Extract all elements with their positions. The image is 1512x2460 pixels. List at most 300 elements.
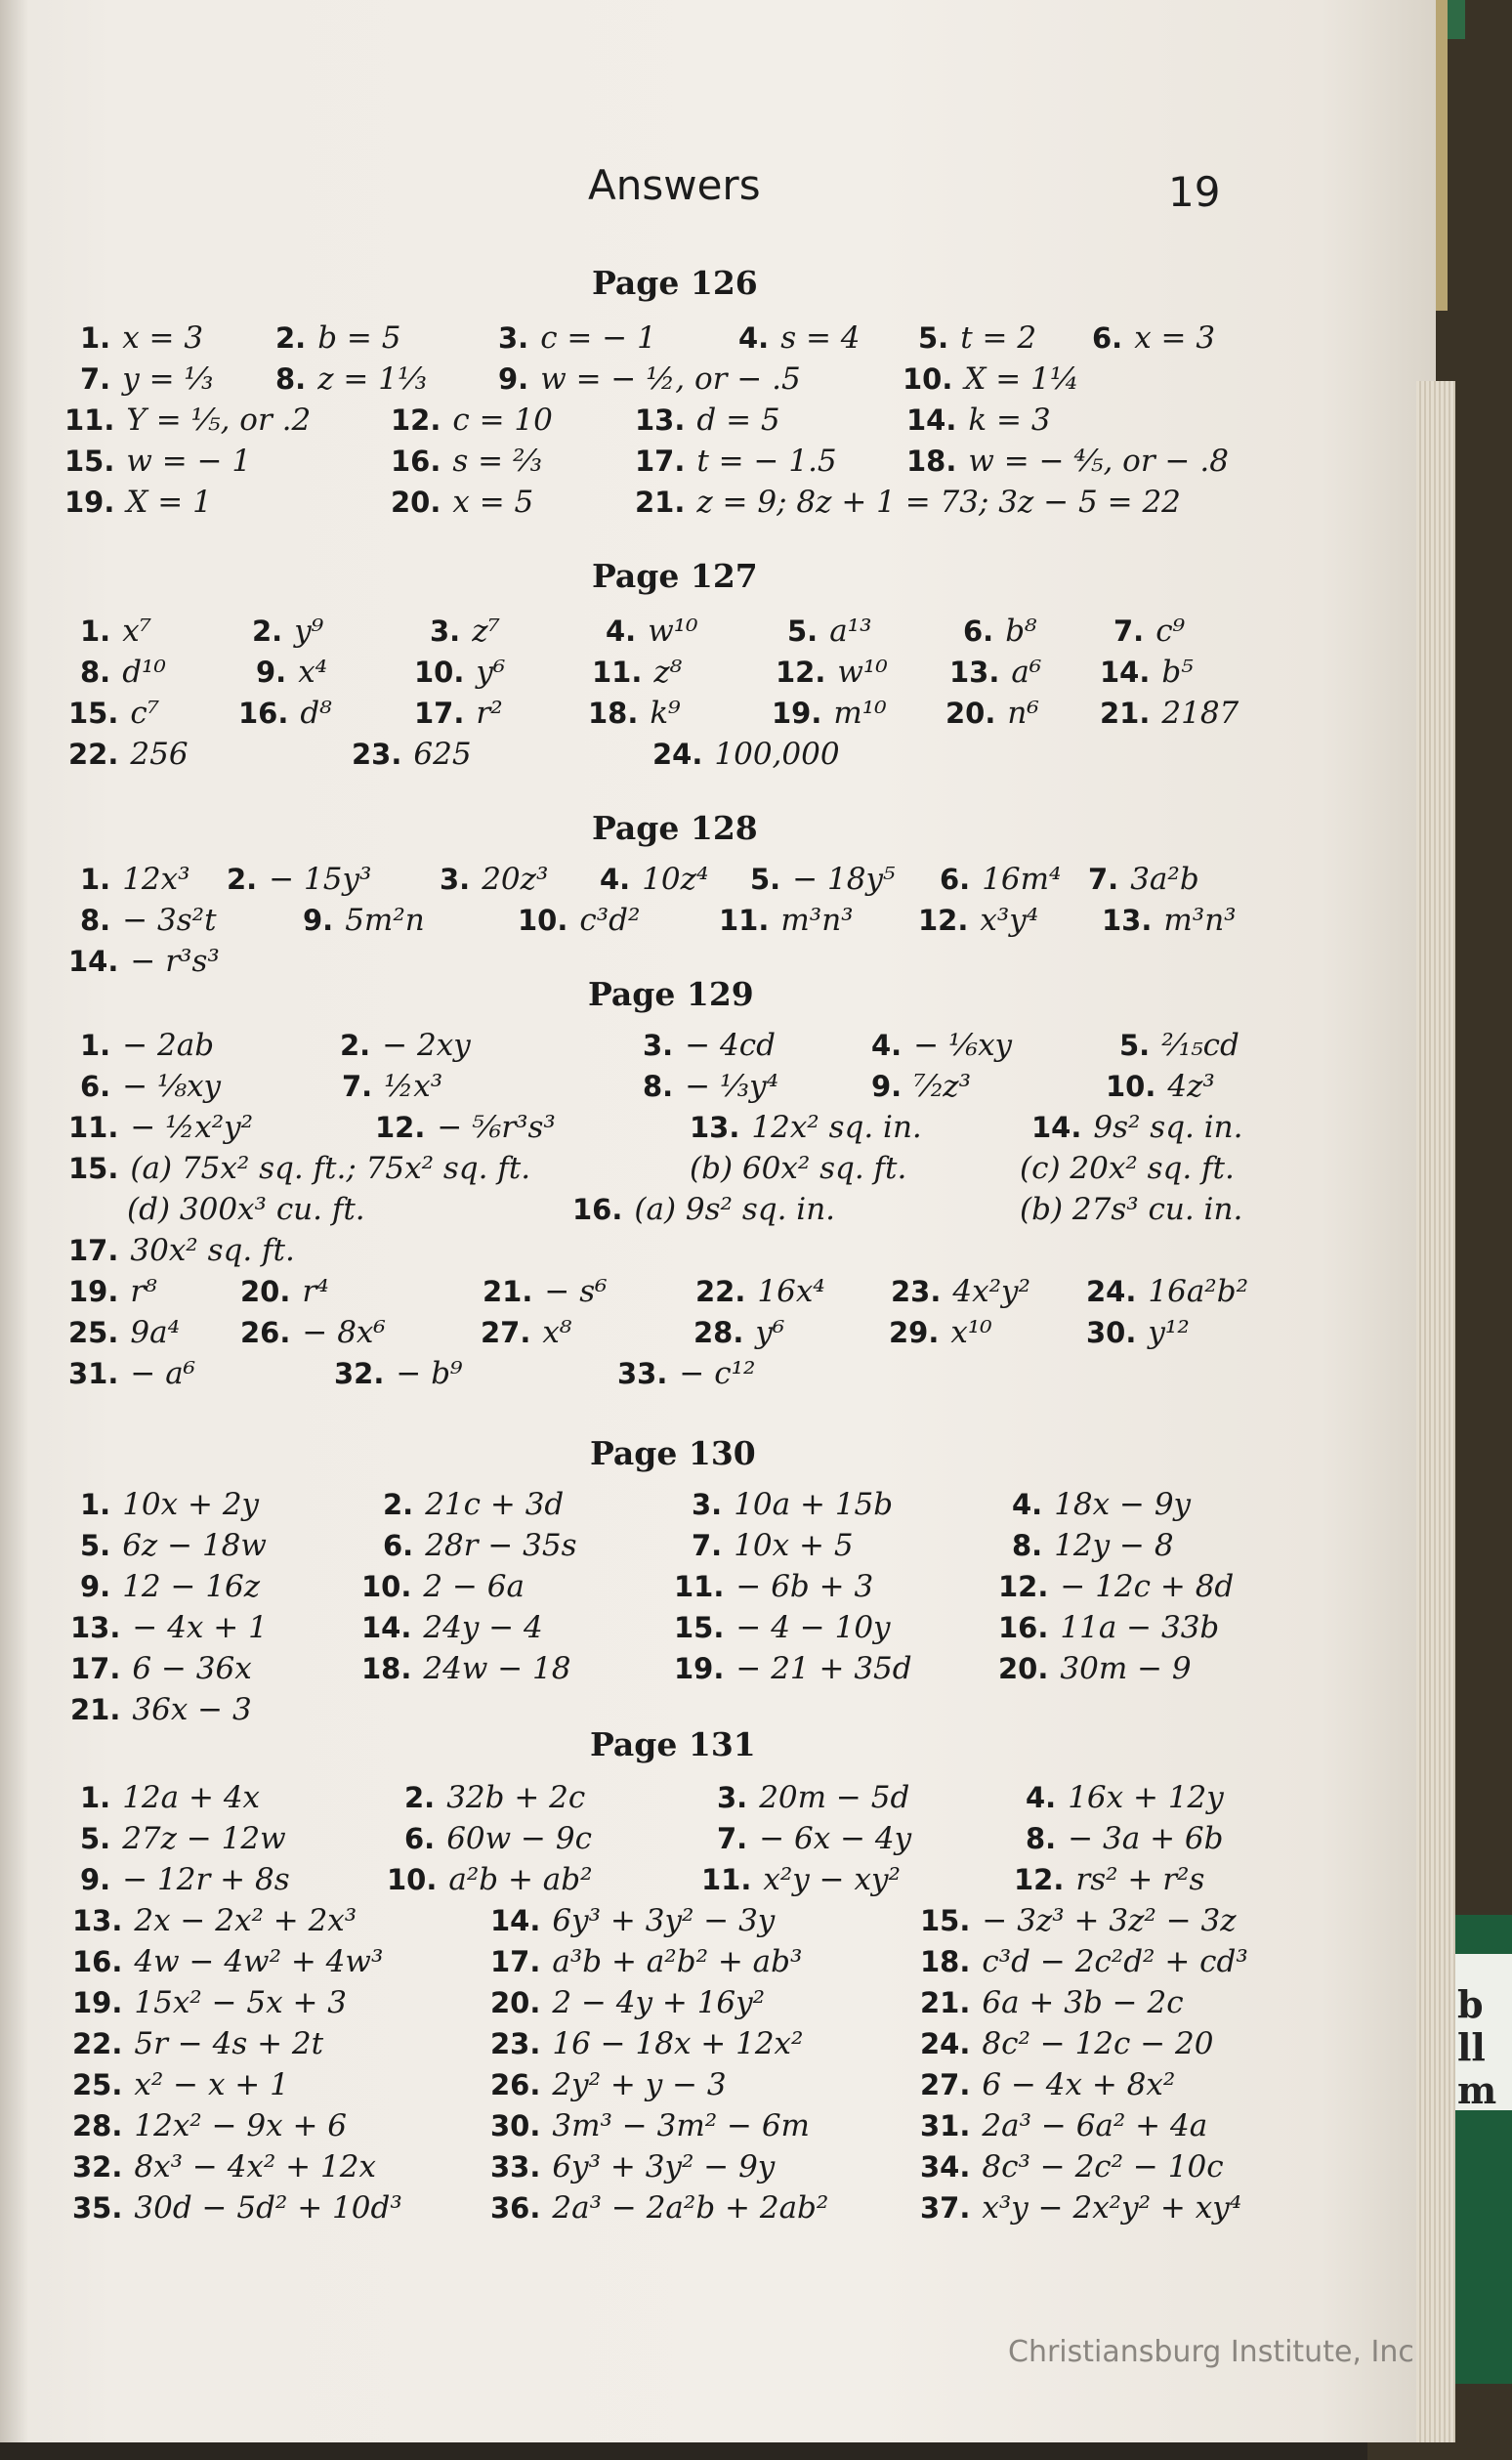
answer-item (490, 1903, 775, 1938)
answer-item (80, 1780, 260, 1815)
answer-item (695, 1274, 825, 1309)
answer-item (643, 1028, 776, 1063)
answer-value: x²y − xy² (763, 1862, 901, 1897)
answer-item (334, 1356, 462, 1391)
answer-item (1020, 1151, 1235, 1186)
answer-value: 9s² sq. in. (1093, 1110, 1243, 1145)
answer-number: 9. (80, 1863, 111, 1896)
answer-item (717, 1780, 909, 1815)
answer-number: 3. (430, 615, 461, 648)
answer-number: 1. (80, 1781, 111, 1814)
answer-number: 10. (414, 656, 465, 689)
answer-number: 10. (518, 904, 568, 937)
answer-number: 24. (920, 2027, 971, 2060)
answer-item (383, 1528, 577, 1563)
answer-item (70, 1651, 252, 1686)
answer-value: (d) 300x³ cu. ft. (127, 1192, 365, 1227)
answer-value: 16a²b² (1148, 1274, 1249, 1309)
answer-number: 22. (695, 1275, 746, 1308)
answer-item (1100, 696, 1239, 731)
answer-item (588, 696, 681, 731)
answer-item (72, 2108, 347, 2143)
answer-number: 27. (481, 1316, 531, 1349)
answer-value: x = 5 (452, 485, 534, 520)
answer-value: d = 5 (696, 403, 780, 438)
answer-item (1026, 1780, 1224, 1815)
answer-item (717, 1821, 911, 1856)
answer-item (490, 2190, 828, 2226)
answer-number: 19. (72, 1986, 123, 2019)
answer-value: k⁹ (650, 696, 681, 731)
answer-value: c⁹ (1155, 614, 1185, 649)
answer-number: 14. (68, 945, 119, 978)
answer-value: − ⅛xy (122, 1069, 222, 1104)
answer-value: 12y − 8 (1054, 1528, 1174, 1563)
answer-item (1106, 1069, 1215, 1104)
answer-number: 17. (70, 1652, 121, 1685)
answer-item (998, 1651, 1192, 1686)
answer-value: 4z³ (1167, 1069, 1215, 1104)
answer-item (72, 1944, 383, 1979)
answer-value: y⁶ (755, 1315, 785, 1350)
answer-item (606, 614, 698, 649)
answer-item (998, 1569, 1234, 1604)
answer-item (692, 1487, 893, 1522)
answer-item (275, 361, 427, 397)
answer-item (674, 1651, 912, 1686)
answer-number: 8. (1012, 1529, 1043, 1562)
answer-item (387, 1862, 593, 1897)
answer-value: 11a − 33b (1060, 1610, 1220, 1645)
answer-value: w = − 1 (126, 444, 252, 479)
answer-value: y⁹ (294, 614, 324, 649)
answer-item (920, 2149, 1224, 2184)
answer-item (440, 862, 548, 897)
answer-value: (b) 27s³ cu. in. (1020, 1192, 1243, 1227)
answer-number: 11. (592, 656, 643, 689)
answer-item (1086, 1274, 1248, 1309)
answer-number: 9. (256, 656, 287, 689)
answer-item (430, 614, 500, 649)
answer-number: 35. (72, 2191, 123, 2225)
answer-value: − 4 − 10y (735, 1610, 891, 1645)
answer-item (72, 2067, 289, 2102)
answer-value: a⁶ (1011, 655, 1042, 690)
answer-value: − 18y⁵ (792, 862, 896, 897)
answer-value: 625 (413, 737, 472, 772)
answer-number: 30. (490, 2109, 541, 2142)
answer-number: 9. (80, 1570, 111, 1603)
answer-value: Y = ⅕, or .2 (126, 403, 312, 438)
answer-number: 15. (68, 697, 119, 730)
answer-item (719, 903, 854, 938)
answer-value: − 12c + 8d (1060, 1569, 1235, 1604)
answer-item (963, 614, 1036, 649)
answer-value: 3m³ − 3m² − 6m (552, 2108, 810, 2143)
answer-number: 23. (891, 1275, 942, 1308)
answer-number: 10. (1106, 1070, 1156, 1103)
answer-item (1014, 1862, 1204, 1897)
answer-number: 5. (1119, 1029, 1151, 1062)
answer-item (80, 1069, 221, 1104)
answer-item (68, 1274, 157, 1309)
section-title: Page 130 (590, 1434, 756, 1472)
answer-value: − 8x⁶ (302, 1315, 386, 1350)
answer-number: 6. (940, 863, 971, 896)
answer-value: w = − ½, or − .5 (540, 361, 801, 397)
answer-item (1102, 903, 1237, 938)
answer-item (998, 1610, 1219, 1645)
answer-value: 8c² − 12c − 20 (982, 2026, 1214, 2061)
answer-value: rs² + r²s (1075, 1862, 1205, 1897)
answer-value: − 3s²t (122, 903, 217, 938)
answer-value: x⁴ (298, 655, 328, 690)
answer-number: 9. (498, 362, 529, 396)
page-gutter-shadow (0, 0, 27, 2442)
answer-number: 4. (606, 615, 637, 648)
answer-number: 25. (72, 2068, 123, 2101)
answer-value: 8c³ − 2c² − 10c (982, 2149, 1224, 2184)
answer-number: 1. (80, 321, 111, 355)
answer-number: 5. (80, 1529, 111, 1562)
answer-number: 34. (920, 2150, 971, 2184)
answer-value: 10x + 2y (122, 1487, 260, 1522)
answer-number: 32. (72, 2150, 123, 2184)
answer-item (652, 737, 840, 772)
answer-number: 11. (64, 403, 115, 437)
answer-item (252, 614, 323, 649)
answer-number: 14. (1100, 656, 1151, 689)
answer-number: 18. (588, 697, 639, 730)
answer-item (871, 1069, 971, 1104)
answer-number: 9. (303, 904, 334, 937)
answer-value: 2187 (1161, 696, 1239, 731)
answer-value: − 4cd (685, 1028, 776, 1063)
answer-item (690, 1151, 906, 1186)
answer-item (643, 1069, 778, 1104)
answer-item (635, 403, 780, 438)
answer-item (750, 862, 895, 897)
answer-number: 13. (70, 1611, 121, 1644)
answer-item (940, 862, 1061, 897)
answer-number: 11. (674, 1570, 725, 1603)
answer-item (701, 1862, 901, 1897)
answer-value: c = 10 (452, 403, 553, 438)
answer-value: − r³s³ (130, 944, 220, 979)
answer-value: X = 1¼ (964, 361, 1079, 397)
answer-number: 14. (490, 1904, 541, 1937)
answer-value: 3a²b (1130, 862, 1199, 897)
answer-value: − 3a + 6b (1068, 1821, 1224, 1856)
answer-item (414, 655, 505, 690)
answer-item (787, 614, 872, 649)
answer-number: 3. (440, 863, 471, 896)
answer-value: 30x² sq. ft. (130, 1233, 295, 1268)
answer-number: 25. (68, 1316, 119, 1349)
answer-value: − 4x + 1 (132, 1610, 268, 1645)
answer-item (404, 1780, 585, 1815)
answer-number: 13. (635, 403, 686, 437)
answer-number: 21. (483, 1275, 533, 1308)
answer-value: s = ⅔ (452, 444, 543, 479)
answer-item (1020, 1192, 1242, 1227)
answer-value: t = 2 (960, 320, 1037, 356)
answer-number: 2. (404, 1781, 436, 1814)
answer-item (352, 737, 472, 772)
answer-number: 4. (600, 863, 631, 896)
answer-number: 18. (361, 1652, 412, 1685)
answer-value: ⁷⁄₂z³ (913, 1069, 971, 1104)
answer-value: 16x⁴ (757, 1274, 825, 1309)
answer-value: c³d − 2c²d² + cd³ (982, 1944, 1248, 1979)
answer-item (498, 361, 801, 397)
answer-value: a²b + ab² (448, 1862, 593, 1897)
answer-number: 7. (1088, 863, 1119, 896)
answer-number: 14. (906, 403, 957, 437)
answer-item (361, 1569, 525, 1604)
answer-number: 7. (80, 362, 111, 396)
answer-item (68, 1356, 195, 1391)
answer-number: 11. (68, 1111, 119, 1144)
answer-value: 30m − 9 (1060, 1651, 1192, 1686)
answer-value: x⁸ (542, 1315, 572, 1350)
answer-number: 19. (68, 1275, 119, 1308)
answer-item (80, 320, 203, 356)
answer-item (693, 1315, 784, 1350)
answer-value: 6 − 4x + 8x² (982, 2067, 1176, 2102)
answer-value: m¹⁰ (833, 696, 887, 731)
answer-item (70, 1692, 252, 1727)
answer-value: − 15y³ (269, 862, 372, 897)
answer-value: b = 5 (317, 320, 401, 356)
answer-number: 1. (80, 1029, 111, 1062)
answer-item (949, 655, 1041, 690)
answer-item (906, 444, 1229, 479)
answer-number: 11. (701, 1863, 752, 1896)
answer-value: 2y² + y − 3 (552, 2067, 727, 2102)
answer-item (920, 2067, 1175, 2102)
answer-item (80, 655, 166, 690)
answer-item (80, 361, 213, 397)
answer-item (490, 2067, 727, 2102)
answer-item (72, 1985, 347, 2020)
answer-item (692, 1528, 854, 1563)
answer-number: 6. (80, 1070, 111, 1103)
answer-item (68, 1315, 180, 1350)
answer-item (920, 2190, 1241, 2226)
answer-value: a¹³ (829, 614, 872, 649)
answer-number: 24. (1086, 1275, 1137, 1308)
answer-value: w¹⁰ (648, 614, 698, 649)
answer-number: 6. (383, 1529, 414, 1562)
answer-value: 5m²n (345, 903, 425, 938)
answer-number: 15. (674, 1611, 725, 1644)
answer-number: 31. (920, 2109, 971, 2142)
answer-value: − 2ab (122, 1028, 215, 1063)
answer-item (391, 444, 542, 479)
answer-value: 12x³ (122, 862, 190, 897)
answer-item (64, 403, 311, 438)
answer-number: 13. (72, 1904, 123, 1937)
answer-item (342, 1069, 442, 1104)
answer-item (1100, 655, 1194, 690)
answer-number: 20. (490, 1986, 541, 2019)
answer-value: − ⅚r³s³ (437, 1110, 556, 1145)
answer-value: 6y³ + 3y² − 3y (552, 1903, 776, 1938)
answer-item (920, 1903, 1237, 1938)
answer-number: 7. (342, 1070, 373, 1103)
answer-number: 11. (719, 904, 770, 937)
answer-number: 23. (352, 738, 402, 771)
answer-value: 6z − 18w (122, 1528, 267, 1563)
answer-item (635, 485, 1181, 520)
answer-value: (b) 60x² sq. ft. (690, 1151, 907, 1186)
answer-value: a³b + a²b² + ab³ (552, 1944, 803, 1979)
answer-number: 27. (920, 2068, 971, 2101)
answer-number: 19. (64, 486, 115, 519)
answer-item (303, 903, 425, 938)
answer-item (1113, 614, 1185, 649)
answer-value: x = 3 (1134, 320, 1216, 356)
answer-item (80, 614, 151, 649)
answer-number: 31. (68, 1357, 119, 1390)
answer-value: (c) 20x² sq. ft. (1020, 1151, 1235, 1186)
answer-value: x⁷ (122, 614, 152, 649)
answer-number: 5. (918, 321, 949, 355)
answer-item (256, 655, 327, 690)
answer-value: 20m − 5d (759, 1780, 910, 1815)
answer-item (361, 1651, 571, 1686)
answer-item (498, 320, 656, 356)
answer-number: 20. (998, 1652, 1049, 1685)
answer-number: 8. (80, 656, 111, 689)
answer-number: 17. (414, 697, 465, 730)
answer-value: 28r − 35s (425, 1528, 577, 1563)
answer-number: 7. (717, 1822, 748, 1855)
answer-item (776, 655, 888, 690)
answer-value: 24y − 4 (423, 1610, 543, 1645)
side-card-text: b ll m (1457, 1983, 1497, 2112)
answer-value: 32b + 2c (446, 1780, 586, 1815)
answer-number: 17. (68, 1234, 119, 1267)
answer-number: 29. (889, 1316, 940, 1349)
answer-number: 12. (918, 904, 969, 937)
answer-item (68, 1233, 295, 1268)
answer-value: z⁷ (472, 614, 500, 649)
answer-value: 2a³ − 6a² + 4a (982, 2108, 1208, 2143)
answer-number: 3. (692, 1488, 723, 1521)
answer-number: 16. (391, 445, 441, 478)
answer-item (690, 1110, 922, 1145)
answer-value: 4x²y² (952, 1274, 1030, 1309)
answer-number: 8. (275, 362, 307, 396)
answer-item (617, 1356, 755, 1391)
answer-item (240, 1315, 386, 1350)
answer-number: 12. (998, 1570, 1049, 1603)
answer-number: 15. (920, 1904, 971, 1937)
answer-number: 17. (490, 1945, 541, 1978)
answer-value: z = 9; 8z + 1 = 73; 3z − 5 = 22 (696, 485, 1181, 520)
page-edge (1416, 381, 1455, 2442)
answer-number: 21. (1100, 697, 1151, 730)
answer-number: 1. (80, 863, 111, 896)
answer-value: 10x + 5 (734, 1528, 854, 1563)
answer-value: 10z⁴ (642, 862, 709, 897)
answer-value: − a⁶ (130, 1356, 196, 1391)
answer-value: x = 3 (122, 320, 204, 356)
answer-value: 12 − 16z (122, 1569, 261, 1604)
answer-value: 6 − 36x (132, 1651, 252, 1686)
answer-item (918, 903, 1038, 938)
answer-value: m³n³ (1163, 903, 1237, 938)
answer-number: 5. (80, 1822, 111, 1855)
answer-item (227, 862, 371, 897)
answer-value: 8x³ − 4x² + 12x (134, 2149, 376, 2184)
answer-item (1012, 1528, 1174, 1563)
answer-item (945, 696, 1039, 731)
answer-value: 5r − 4s + 2t (134, 2026, 324, 2061)
answer-item (1012, 1487, 1191, 1522)
answer-item (920, 1985, 1184, 2020)
answer-value: − 3z³ + 3z² − 3z (982, 1903, 1237, 1938)
page-header-title: Answers (588, 161, 761, 209)
answer-item (481, 1315, 571, 1350)
answer-item (70, 1610, 268, 1645)
answer-number: 21. (70, 1693, 121, 1726)
answer-value: d¹⁰ (122, 655, 166, 690)
answer-value: − 21 + 35d (735, 1651, 912, 1686)
answer-value: c = − 1 (540, 320, 656, 356)
answer-item (920, 2108, 1207, 2143)
section-title: Page 129 (588, 975, 754, 1013)
answer-value: 24w − 18 (423, 1651, 571, 1686)
answer-item (72, 2190, 402, 2226)
answer-item (340, 1028, 471, 1063)
answer-value: d⁸ (300, 696, 332, 731)
answer-number: 10. (387, 1863, 438, 1896)
answer-number: 3. (643, 1029, 674, 1062)
answer-item (600, 862, 708, 897)
answer-value: x³y⁴ (980, 903, 1039, 938)
answer-item (68, 1110, 253, 1145)
answer-item (490, 1944, 802, 1979)
answer-value: z⁸ (653, 655, 683, 690)
answer-number: 26. (490, 2068, 541, 2101)
answer-value: − ½x²y² (130, 1110, 254, 1145)
answer-number: 12. (375, 1111, 426, 1144)
answer-number: 15. (68, 1152, 119, 1185)
answer-value: s = 4 (780, 320, 861, 356)
answer-value: c⁷ (130, 696, 160, 731)
answer-number: 22. (72, 2027, 123, 2060)
answer-value: 2 − 4y + 16y² (552, 1985, 766, 2020)
answer-item (361, 1610, 543, 1645)
answer-value: b⁸ (1005, 614, 1037, 649)
answer-number: 37. (920, 2191, 971, 2225)
answer-item (674, 1610, 891, 1645)
answer-item (68, 1151, 530, 1186)
answer-item (483, 1274, 608, 1309)
answer-number: 18. (906, 445, 957, 478)
answer-number: 22. (68, 738, 119, 771)
section-title: Page 131 (590, 1725, 756, 1763)
answer-item (903, 361, 1079, 397)
answer-number: 16. (238, 697, 289, 730)
answer-number: 33. (490, 2150, 541, 2184)
answer-value: y⁶ (476, 655, 506, 690)
answer-item (674, 1569, 873, 1604)
answer-item (68, 944, 220, 979)
